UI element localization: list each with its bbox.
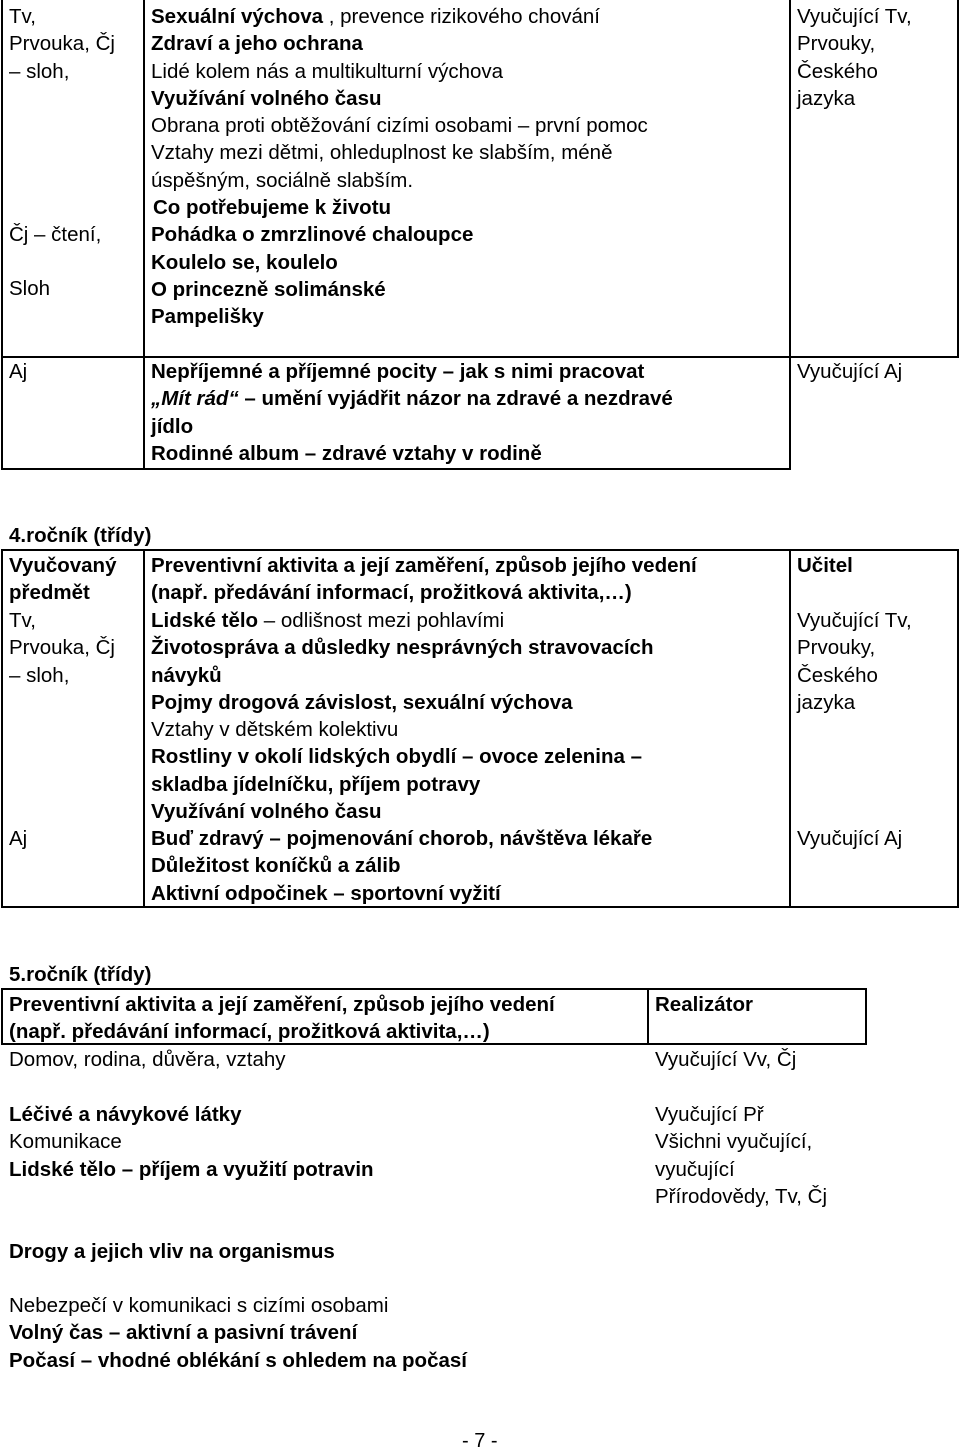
teacher-cell: [797, 358, 902, 385]
activity-line: Buď zdravý – pojmenování chorob, návštěva lékaře: [151, 827, 653, 850]
activity-cell: [151, 607, 653, 825]
activity-line: Obrana proti obtěžování cizími osobami – první pomoc: [151, 114, 648, 138]
teacher-line: Vyučující Tv,: [797, 5, 912, 28]
activity-bold: Lidské tělo: [151, 609, 259, 632]
activity-line: [151, 607, 653, 634]
activity-rest: – odlišnost mezi pohlavími: [258, 609, 505, 632]
subject-line: Tv,: [9, 5, 36, 28]
activity-line: Využívání volného času: [151, 800, 382, 824]
activity-line: O princezně solimánské: [151, 277, 386, 301]
subject-line: Aj: [9, 827, 28, 850]
subject-line: Prvouka, Čj: [9, 636, 115, 660]
activity-rest: – umění vyjádřit názor na zdravé a nezdravé: [238, 387, 673, 411]
teacher-line: Vyučující Aj: [797, 360, 903, 383]
realizer-line: Všichni vyučující,: [655, 1130, 813, 1154]
subject-line: Prvouka, Čj: [9, 32, 115, 56]
teacher-line: Prvouky,: [797, 32, 876, 56]
activity-line: Pojmy drogová závislost, sexuální výchova: [151, 690, 573, 714]
activity-line: Nepříjemné a příjemné pocity – jak s nimi pracovat: [151, 360, 645, 383]
subject-line: – sloh,: [9, 59, 70, 83]
realizer-line: Vyučující Vv, Čj: [655, 1048, 797, 1071]
grade5-realizer: [655, 1046, 796, 1073]
activity-line: Důležitost koníčků a zálib: [151, 854, 401, 878]
item-line: Domov, rodina, důvěra, vztahy: [9, 1048, 286, 1071]
item-line: Lidské tělo – příjem a využití potravin: [9, 1157, 374, 1181]
header-activity-line: (např. předávání informací, prožitková aktivita,…): [151, 581, 632, 605]
header-activity: [151, 552, 697, 607]
grade5-heading: [9, 961, 151, 988]
subject-cell: [9, 3, 115, 85]
activity-line: Využívání volného času: [151, 86, 382, 110]
realizer-line: Přírodovědy, Tv, Čj: [655, 1184, 828, 1208]
grade5-items-group: [9, 1292, 467, 1374]
activity-line: návyků: [151, 663, 222, 687]
teacher-line: jazyka: [797, 690, 856, 714]
grade5-heading-number: 5.: [9, 963, 27, 986]
grade5-items-group: [9, 1101, 374, 1183]
subject-cell: [9, 358, 27, 385]
item-line: Drogy a jejich vliv na organismus: [9, 1240, 335, 1263]
subject-line: [9, 248, 101, 275]
item-line: Počasí – vhodné oblékání s ohledem na počasí: [9, 1348, 467, 1372]
header-realizer-line: Realizátor: [655, 993, 753, 1016]
subject-line: Sloh: [9, 277, 51, 301]
header-subject-line: Vyučovaný: [9, 554, 117, 577]
grade5-item: [9, 1046, 286, 1073]
realizer-line: Vyučující Př: [655, 1103, 764, 1126]
activity-line: Pohádka o zmrzlinové chaloupce: [151, 223, 474, 247]
subject-cell: [9, 221, 101, 303]
activity-suffix: , prevence rizikového chování: [323, 5, 600, 28]
activity-bold: Sexuální výchova: [151, 5, 324, 28]
grade4-heading-number: 4.: [9, 524, 27, 547]
activity-cell: [151, 358, 673, 467]
subject-line: Aj: [9, 360, 28, 383]
header-subject-line: předmět: [9, 581, 90, 605]
teacher-cell: [797, 3, 912, 112]
teacher-line: Vyučující Aj: [797, 827, 903, 850]
header-subject: [9, 552, 117, 607]
activity-line: Rodinné album – zdravé vztahy v rodině: [151, 441, 542, 465]
activity-line: skladba jídelníčku, příjem potravy: [151, 772, 481, 796]
teacher-line: Českého: [797, 59, 878, 83]
header-activity-line: Preventivní aktivita a její zaměření, způsob jejího vedení: [9, 993, 555, 1016]
activity-line: Vztahy v dětském kolektivu: [151, 718, 399, 742]
header-realizer: [655, 991, 753, 1018]
subject-line: – sloh,: [9, 663, 70, 687]
activity-line: Zdraví a jeho ochrana: [151, 32, 363, 56]
teacher-line: Vyučující Tv,: [797, 609, 912, 632]
teacher-line: Prvouky,: [797, 636, 876, 660]
grade5-item: [9, 1238, 335, 1265]
activity-line: Pampelišky: [151, 305, 264, 329]
activity-cell: [151, 825, 652, 907]
subject-cell: [9, 825, 27, 852]
teacher-line: Českého: [797, 663, 878, 687]
header-activity-line: Preventivní aktivita a její zaměření, způsob jejího vedení: [151, 554, 697, 577]
activity-line: [151, 385, 673, 412]
activity-line: jídlo: [151, 414, 194, 438]
grade5-heading-text: ročník (třídy): [26, 963, 152, 986]
activity-line: úspěšným, sociálně slabším.: [151, 168, 414, 192]
activity-line: Koulelo se, koulelo: [151, 250, 338, 274]
teacher-cell: [797, 825, 902, 852]
grade5-realizer: [655, 1101, 827, 1210]
item-line: Volný čas – aktivní a pasivní trávení: [9, 1321, 358, 1345]
header-activity-line: (např. předávání informací, prožitková aktivita,…): [9, 1020, 490, 1044]
grade4-heading-text: ročník (třídy): [26, 524, 152, 547]
activity-cell: [151, 3, 648, 331]
subject-line: Čj – čtení,: [9, 223, 102, 246]
teacher-cell: [797, 607, 912, 716]
activity-italic: „Mít rád“: [151, 387, 239, 411]
activity-line: [151, 3, 648, 30]
subject-line: Tv,: [9, 609, 36, 632]
realizer-line: vyučující: [655, 1157, 735, 1181]
activity-line: Životospráva a důsledky nesprávných stravovacích: [151, 636, 654, 660]
activity-line: Co potřebujeme k životu: [153, 196, 392, 220]
header-activity: [9, 991, 555, 1046]
activity-line: Vztahy mezi dětmi, ohleduplnost ke slabším, méně: [151, 141, 613, 165]
activity-line: Aktivní odpočinek – sportovní vyžití: [151, 881, 501, 905]
grade4-heading: [9, 522, 151, 549]
activity-line: Rostliny v okolí lidských obydlí – ovoce zelenina –: [151, 745, 643, 769]
page-number: - 7 -: [462, 1430, 498, 1452]
item-line: Komunikace: [9, 1130, 122, 1154]
item-line: Léčivé a návykové látky: [9, 1103, 242, 1126]
teacher-line: jazyka: [797, 86, 856, 110]
header-teacher: [797, 552, 853, 579]
activity-line: Lidé kolem nás a multikulturní výchova: [151, 59, 504, 83]
subject-cell: [9, 607, 115, 689]
header-teacher-line: Učitel: [797, 554, 853, 577]
item-line: Nebezpečí v komunikaci s cizími osobami: [9, 1294, 389, 1317]
